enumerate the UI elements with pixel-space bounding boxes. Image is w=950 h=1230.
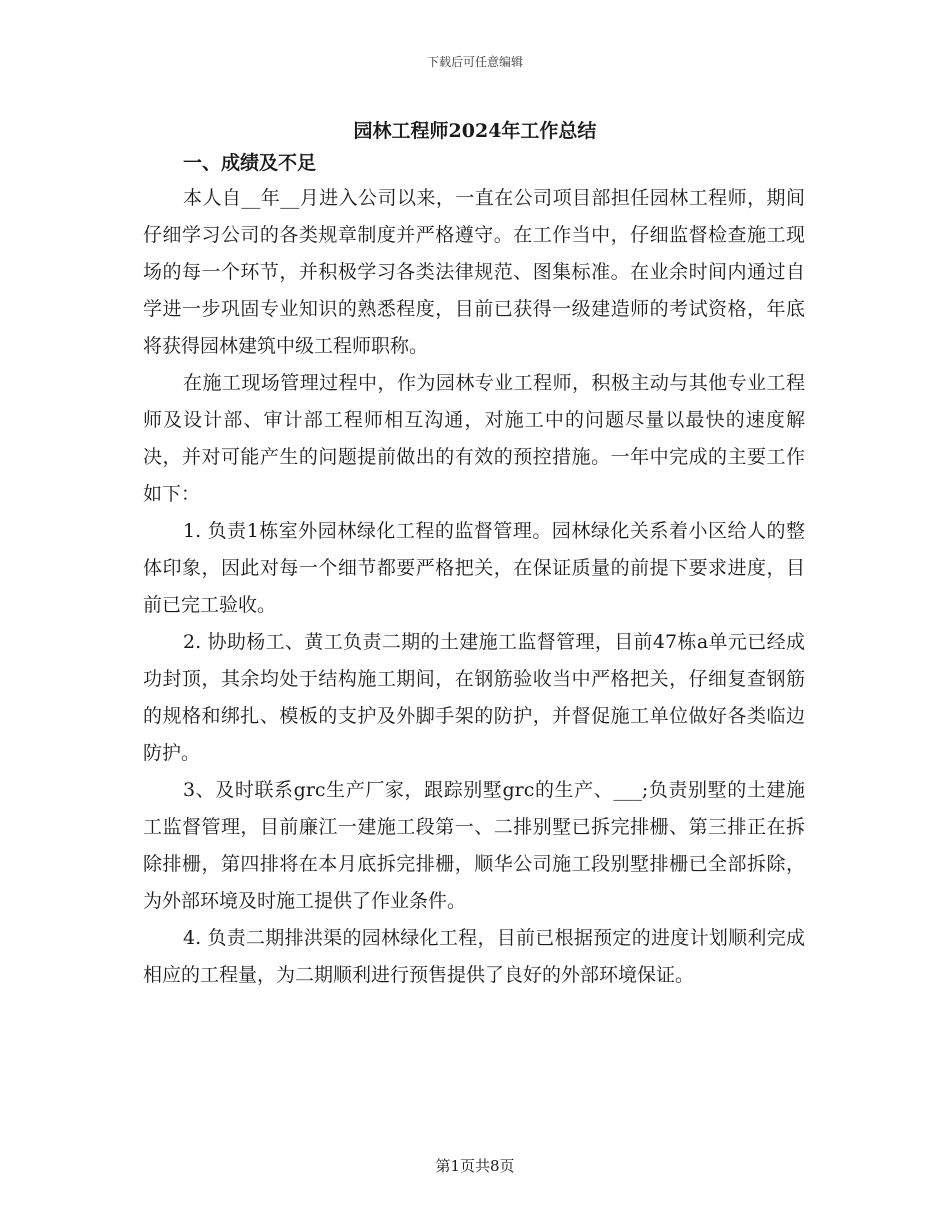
paragraph-item-3: 3、及时联系grc生产厂家，跟踪别墅grc的生产、___;负责别墅的土建施工监督管理，目前廉江一建施工段第一、二排别墅已拆完排栅、第三排正在拆除排栅，第四排将在本月底拆完排栅，顺华公司施工段别墅排栅已全部拆除，为外部环境及时施工提供了作业条件。 — [143, 779, 805, 912]
paragraph-item-4: 4. 负责二期排洪渠的园林绿化工程，目前已根据预定的进度计划顺利完成相应的工程量，为二期顺利进行预售提供了良好的外部环境保证。 — [143, 927, 805, 986]
section-heading: 一、成绩及不足 — [183, 152, 317, 174]
page-header-note: 下载后可任意编辑 — [426, 55, 523, 69]
page-number: 第1页共8页 — [435, 1157, 515, 1175]
document-body — [143, 146, 805, 994]
document-title: 园林工程师2024年工作总结 — [353, 120, 597, 142]
paragraph-item-2: 2. 协助杨工、黄工负责二期的土建施工监督管理，目前47栋a单元已经成功封顶，其余均处于结构施工期间，在钢筋验收当中严格把关，仔细复查钢筋的规格和绑扎、模板的支护及外脚手架的防护，并督促施工单位做好各类临边防护。 — [143, 631, 805, 764]
paragraph-item-1: 1. 负责1栋室外园林绿化工程的监督管理。园林绿化关系着小区给人的整体印象，因此对每一个细节都要严格把关，在保证质量的前提下要求进度，目前已完工验收。 — [143, 520, 805, 616]
paragraph-intro: 本人自__年__月进入公司以来，一直在公司项目部担任园林工程师，期间仔细学习公司的各类规章制度并严格遵守。在工作当中，仔细监督检查施工现场的每一个环节，并积极学习各类法律规范、图集标准。在业余时间内通过自学进一步巩固专业知识的熟悉程度，目前已获得一级建造师的考试资格，年底将获得园林建筑中级工程师职称。 — [143, 187, 805, 357]
paragraph-site-management: 在施工现场管理过程中，作为园林专业工程师，积极主动与其他专业工程师及设计部、审计部工程师相互沟通，对施工中的问题尽量以最快的速度解决，并对可能产生的问题提前做出的有效的预控措施。一年中完成的主要工作如下： — [143, 372, 805, 505]
